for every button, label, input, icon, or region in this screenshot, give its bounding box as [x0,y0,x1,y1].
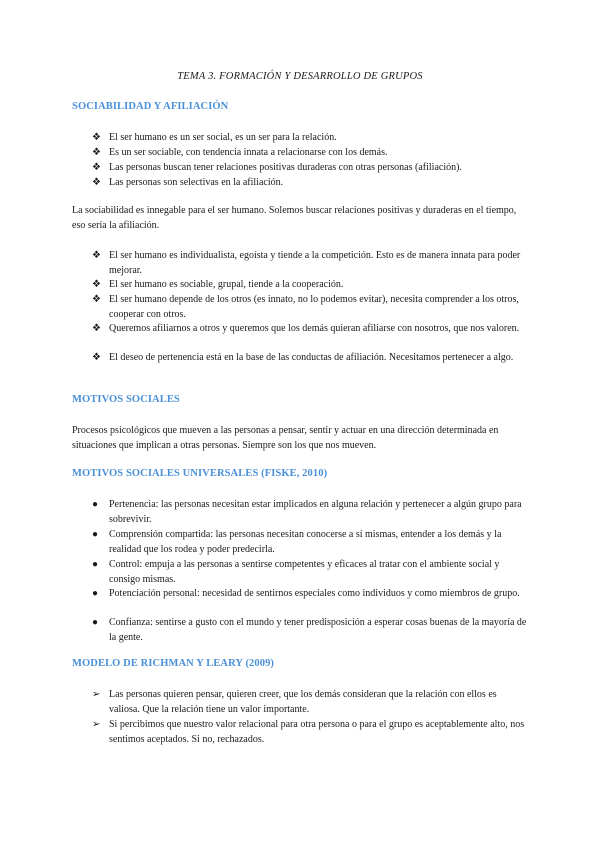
diamond-bullet-icon: ❖ [92,147,101,158]
diamond-bullet-icon: ❖ [92,323,101,334]
diamond-bullet-icon: ❖ [92,162,101,173]
arrow-bullet-icon: ➢ [92,689,101,700]
diamond-bullet-icon: ❖ [92,177,101,188]
heading-motivos-sociales: MOTIVOS SOCIALES [72,394,180,405]
heading-sociabilidad: SOCIABILIDAD Y AFILIACIÓN [72,101,229,112]
dot-bullet-icon: ● [92,529,99,540]
dot-bullet-icon: ● [92,588,99,599]
dot-bullet-icon: ● [92,617,99,628]
diamond-bullet-icon: ❖ [92,294,101,305]
diamond-bullet-icon: ❖ [92,132,101,143]
motivos-paragraph: Procesos psicológicos que mueven a las personas a pensar, sentir y actuar en una dirección determinada en situaciones que implican a otras personas. Siempre son los que nos mueven. [72,425,499,451]
heading-richman-leary: MODELO DE RICHMAN Y LEARY (2009) [72,658,275,669]
arrow-bullet-icon: ➢ [92,719,101,730]
diamond-bullet-icon: ❖ [92,250,101,261]
document-page: TEMA 3. FORMACIÓN Y DESARROLLO DE GRUPOS SOCIABILIDAD Y AFILIACIÓN ❖ El ser humano es un ser social, es un ser para la relación. ❖ Es un ser sociable, con tendencia innata a relacionarse con los demás. ❖ Las personas buscan tener relaciones positivas duraderas con otras personas (afiliación). ❖ Las personas son selectivas en la afiliación. La sociabilidad es innegable para el ser humano. Solemos buscar relaciones positivas y duraderas en el tiempo, eso sería la afiliación. ❖ El ser humano es individualista, egoísta y tiende a la competición. Esto es de manera innata para poder mejorar. ❖ El ser humano es sociable, grupal, tiende a la cooperación. ❖ El ser humano depende de los otros (es innato, no lo podemos evitar), necesita comprender a los otros, cooperar con otros. ❖ Queremos afiliarnos a otros y queremos que los demás quieran afiliarse con nosotros, que nos valoren. ❖ El deseo de pertenencia está en la base de las conductas de afiliación. Necesitamos pertenecer a algo. MOTIVOS SOCIALES Procesos psicológicos que mueven a las personas a pensar, sentir y actuar en una dirección determinada en situaciones que implican a otras personas. Siempre son los que nos mueven. MOTIVOS SOCIALES UNIVERSALES (FISKE, 2010) ● Pertenencia: las personas necesitan estar implicados en alguna relación y pertenecer a algún grupo para sobrevivir. ● Comprensión compartida: las personas necesitan conocerse a sí mismas, entender a los demás y la realidad que los rodea y poder predecirla. ● Control: empuja a las personas a sentirse competentes y eficaces al tratar con el ambiente social y consigo mismas. ● Potenciación personal: necesidad de sentirnos especiales como individuos y como miembros de grupo. ● Confianza: sentirse a gusto con el mundo y tener predisposición a esperar cosas buenas de la mayoría de la gente. MODELO DE RICHMAN Y LEARY (2009) ➢ Las personas quieren pensar, quieren creer, que los demás consideran que la relación con ellos es valiosa. Que la relación tiene un valor importante. ➢ Si percibimos que nuestro valor relacional para otra persona o para el grupo es aceptablemente alto, nos sentimos aceptados. Si no, rechazados. [0,0,600,848]
diamond-bullet-icon: ❖ [92,352,101,363]
dot-bullet-icon: ● [92,499,99,510]
dot-bullet-icon: ● [92,559,99,570]
heading-fiske: MOTIVOS SOCIALES UNIVERSALES (FISKE, 2010) [72,468,328,479]
document-title: TEMA 3. FORMACIÓN Y DESARROLLO DE GRUPOS [177,71,423,82]
diamond-bullet-icon: ❖ [92,279,101,290]
sociabilidad-paragraph: La sociabilidad es innegable para el ser humano. Solemos buscar relaciones positivas y duraderas en el tiempo, eso sería la afiliación. [72,205,517,231]
